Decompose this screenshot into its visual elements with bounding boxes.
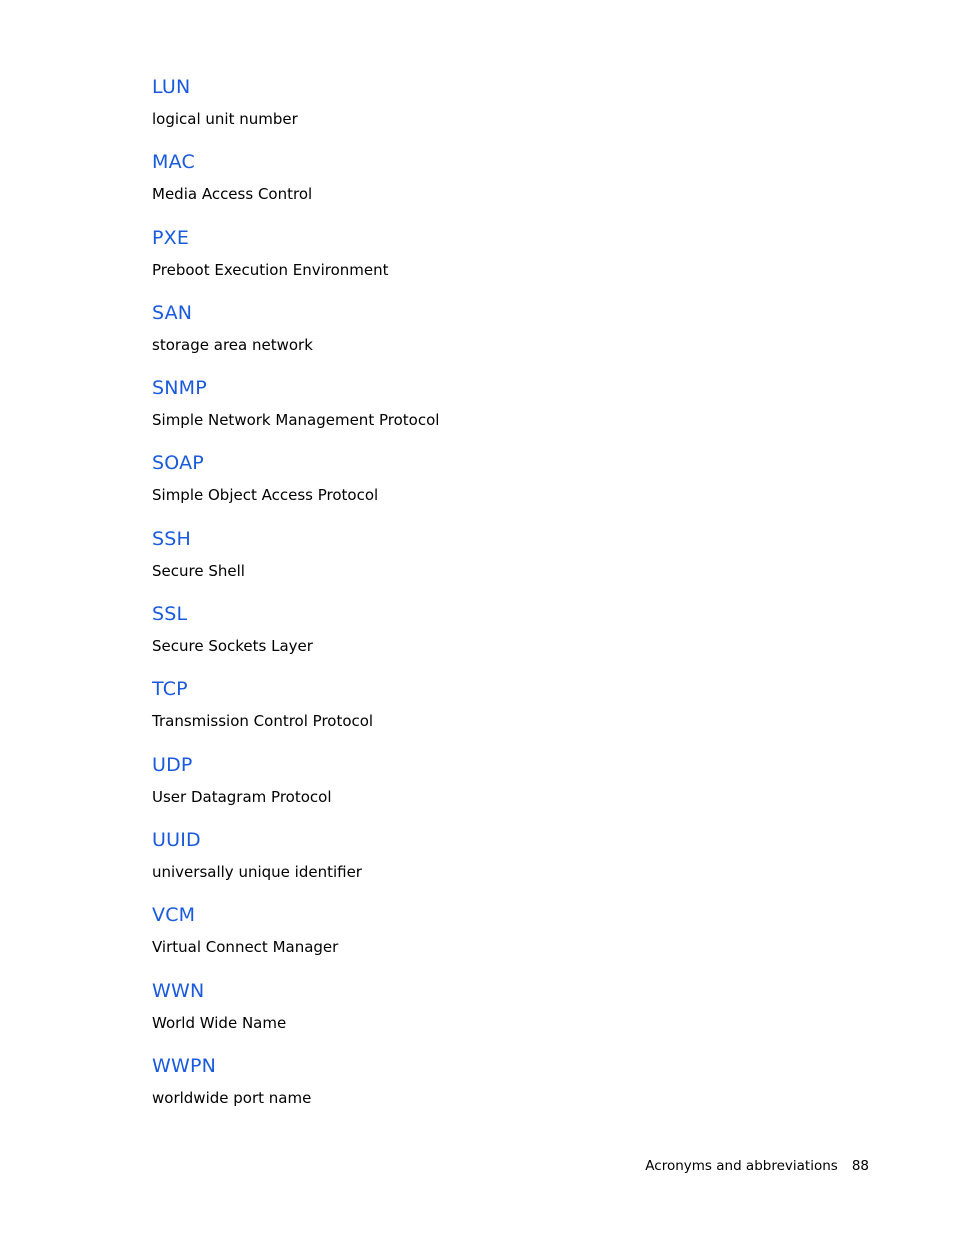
- glossary-entry: [152, 527, 852, 602]
- definition-text: logical unit number: [152, 110, 298, 128]
- page-number: 88: [851, 1158, 869, 1174]
- definition-text: Secure Shell: [152, 561, 245, 580]
- glossary-entry: [152, 602, 852, 677]
- term-link-ssl[interactable]: SSL: [152, 603, 188, 626]
- glossary-entry: [152, 753, 852, 828]
- definition-text: storage area network: [152, 335, 313, 354]
- footer-section-title: Acronyms and abbreviations: [645, 1158, 838, 1174]
- definition-text: Transmission Control Protocol: [152, 712, 374, 731]
- definition-text: worldwide port name: [152, 1088, 312, 1107]
- page-footer: [645, 1158, 869, 1174]
- term-link-pxe[interactable]: PXE: [152, 226, 190, 249]
- glossary-entry: [152, 451, 852, 526]
- definition-text: Media Access Control: [152, 185, 313, 204]
- term-link-tcp[interactable]: TCP: [152, 678, 188, 701]
- definition-text: User Datagram Protocol: [152, 787, 332, 806]
- glossary-entry: [152, 677, 852, 752]
- term-link-ssh[interactable]: SSH: [152, 527, 192, 550]
- definition-text: Secure Sockets Layer: [152, 637, 313, 656]
- term-link-soap[interactable]: SOAP: [152, 452, 204, 475]
- term-link-snmp[interactable]: SNMP: [152, 377, 207, 400]
- glossary-entry: [152, 903, 852, 978]
- glossary-entry: [152, 376, 852, 451]
- term-link-san[interactable]: SAN: [152, 301, 193, 324]
- definition-text: Simple Object Access Protocol: [152, 486, 379, 505]
- glossary-entry: [152, 75, 852, 150]
- glossary-entry: [152, 301, 852, 376]
- definition-text: Preboot Execution Environment: [152, 260, 389, 279]
- term-link-wwpn[interactable]: WWPN: [152, 1054, 217, 1077]
- glossary-entry: [152, 1054, 852, 1129]
- term-link-mac[interactable]: MAC: [152, 151, 195, 174]
- definition-text: World Wide Name: [152, 1013, 287, 1032]
- term-link-vcm[interactable]: VCM: [152, 904, 196, 927]
- term-link-lun[interactable]: LUN: [152, 76, 191, 98]
- glossary-entry: [152, 979, 852, 1054]
- term-link-uuid[interactable]: UUID: [152, 828, 201, 851]
- definition-text: Simple Network Management Protocol: [152, 411, 440, 430]
- glossary-entry: [152, 828, 852, 903]
- glossary-list: [152, 75, 852, 1129]
- definition-text: universally unique identifier: [152, 862, 362, 881]
- term-link-wwn[interactable]: WWN: [152, 979, 205, 1002]
- glossary-entry: [152, 150, 852, 225]
- term-link-udp[interactable]: UDP: [152, 753, 193, 776]
- glossary-entry: [152, 226, 852, 301]
- definition-text: Virtual Connect Manager: [152, 938, 339, 957]
